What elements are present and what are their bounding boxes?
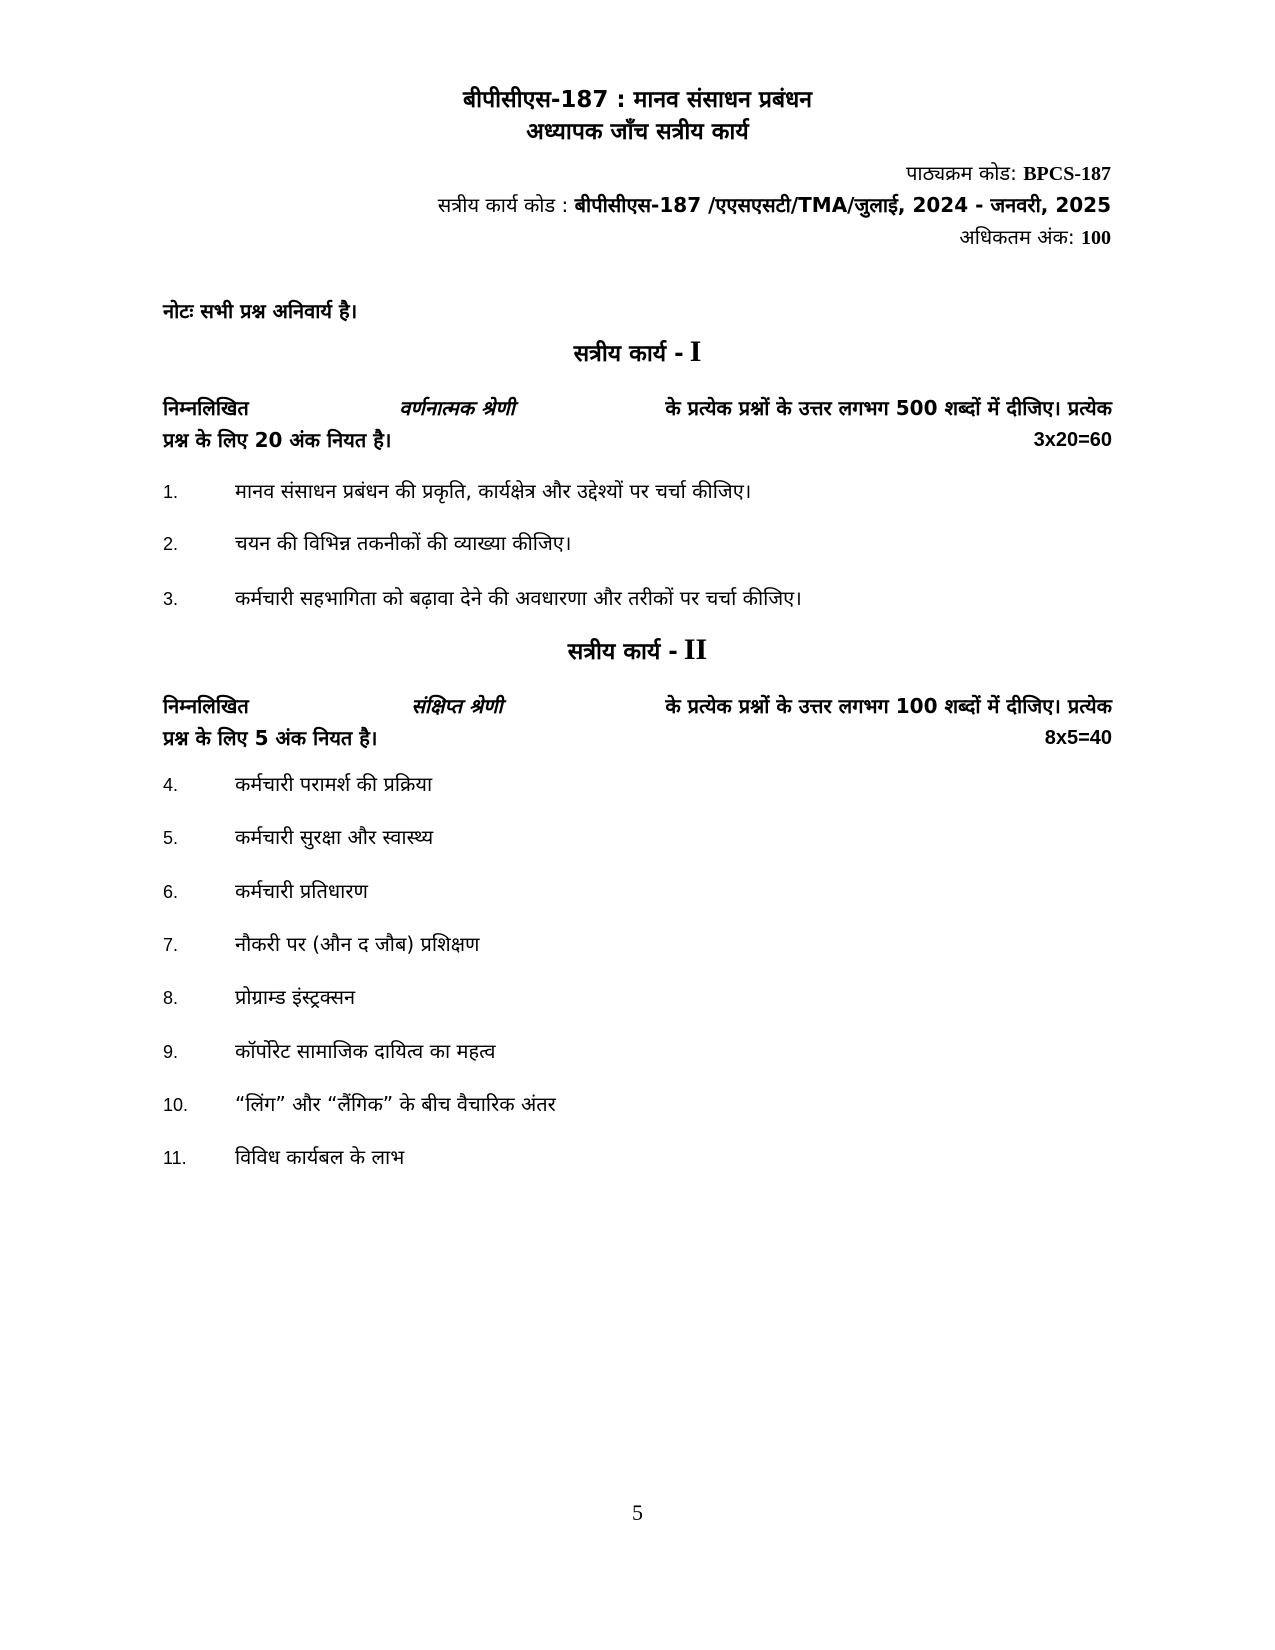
instruction-post: के प्रत्येक प्रश्नों के उत्तर लगभग 100 शब्दों में दीजिए। प्रत्येक [665, 694, 1112, 718]
question-number: 5. [163, 828, 179, 848]
question-number: 2. [163, 534, 179, 554]
max-marks-label: अधिकतम अंक: [959, 225, 1075, 249]
section-roman-numeral: I [689, 335, 702, 368]
question-number: 6. [163, 882, 179, 902]
document-title: बीपीसीएस-187 : मानव संसाधन प्रबंधन [462, 87, 813, 113]
question-number: 8. [163, 988, 179, 1008]
question-number: 1. [163, 482, 179, 502]
question-text: कर्मचारी प्रतिधारण [235, 879, 368, 903]
question-item [163, 1142, 404, 1173]
question-number: 10. [163, 1095, 189, 1115]
course-code-value: BPCS-187 [1023, 163, 1111, 185]
instruction-category: वर्णनात्मक श्रेणी [399, 396, 515, 420]
section-heading-text: सत्रीय कार्य - [567, 639, 678, 665]
question-text: प्रोग्राम्ड इंस्ट्रक्सन [235, 985, 356, 1009]
instruction-line2: प्रश्न के लिए 20 अंक नियत है। [163, 428, 392, 452]
section-marks: 8x5=40 [1044, 727, 1112, 749]
section-roman-numeral: II [683, 633, 708, 666]
question-item [163, 1036, 496, 1067]
question-text: नौकरी पर (औन द जौब) प्रशिक्षण [235, 932, 480, 956]
question-item [163, 769, 432, 800]
question-item [163, 476, 751, 507]
question-text: कर्मचारी सुरक्षा और स्वास्थ्य [235, 825, 434, 849]
question-item [163, 1089, 556, 1120]
section-marks: 3x20=60 [1033, 429, 1112, 451]
section-heading-2 [0, 632, 1275, 670]
page-number: 5 [632, 1500, 643, 1525]
question-text: विविध कार्यबल के लाभ [235, 1145, 405, 1169]
assignment-code-value: बीपीसीएस-187 /एएसएसटी/TMA/जुलाई, 2024 - जनवरी, 2025 [574, 193, 1111, 217]
question-text: चयन की विभिन्न तकनीकों की व्याख्या कीजिए। [235, 531, 572, 555]
document-subtitle: अध्यापक जाँच सत्रीय कार्य [526, 119, 749, 145]
question-number: 9. [163, 1042, 179, 1062]
max-marks [959, 222, 1111, 253]
section-instruction-1 [163, 392, 1112, 456]
question-number: 4. [163, 775, 179, 795]
section-heading-1 [0, 334, 1275, 372]
question-item [163, 982, 355, 1013]
question-text: “लिंग” और “लैंगिक” के बीच वैचारिक अंतर [235, 1092, 556, 1116]
question-item [163, 822, 433, 853]
section-heading-text: सत्रीय कार्य - [573, 341, 684, 367]
question-item [163, 876, 368, 907]
question-item [163, 929, 480, 960]
question-text: मानव संसाधन प्रबंधन की प्रकृति, कार्यक्षेत्र और उद्देश्यों पर चर्चा कीजिए। [235, 479, 752, 503]
course-code [906, 158, 1111, 189]
assignment-code-label: सत्रीय कार्य कोड : [437, 193, 569, 217]
instruction-pre: निम्नलिखित [163, 396, 249, 420]
max-marks-value: 100 [1081, 227, 1111, 249]
question-item [163, 528, 571, 559]
question-number: 3. [163, 589, 179, 609]
question-text: कर्मचारी परामर्श की प्रक्रिया [235, 772, 433, 796]
instruction-pre: निम्नलिखित [163, 694, 249, 718]
instruction-line2: प्रश्न के लिए 5 अंक नियत है। [163, 726, 378, 750]
question-number: 11. [163, 1148, 187, 1168]
question-text: कर्मचारी सहभागिता को बढ़ावा देने की अवधारणा और तरीकों पर चर्चा कीजिए। [235, 586, 802, 610]
question-number: 7. [163, 935, 179, 955]
instruction-post: के प्रत्येक प्रश्नों के उत्तर लगभग 500 शब्दों में दीजिए। प्रत्येक [665, 396, 1112, 420]
course-code-label: पाठ्यक्रम कोड: [906, 161, 1017, 185]
section-instruction-2 [163, 690, 1112, 754]
note: नोटः सभी प्रश्न अनिवार्य है। [163, 299, 358, 323]
assignment-code [438, 190, 1111, 220]
question-text: कॉर्पोरेट सामाजिक दायित्व का महत्व [235, 1039, 496, 1063]
instruction-category: संक्षिप्त श्रेणी [411, 694, 503, 718]
question-item [163, 583, 802, 614]
